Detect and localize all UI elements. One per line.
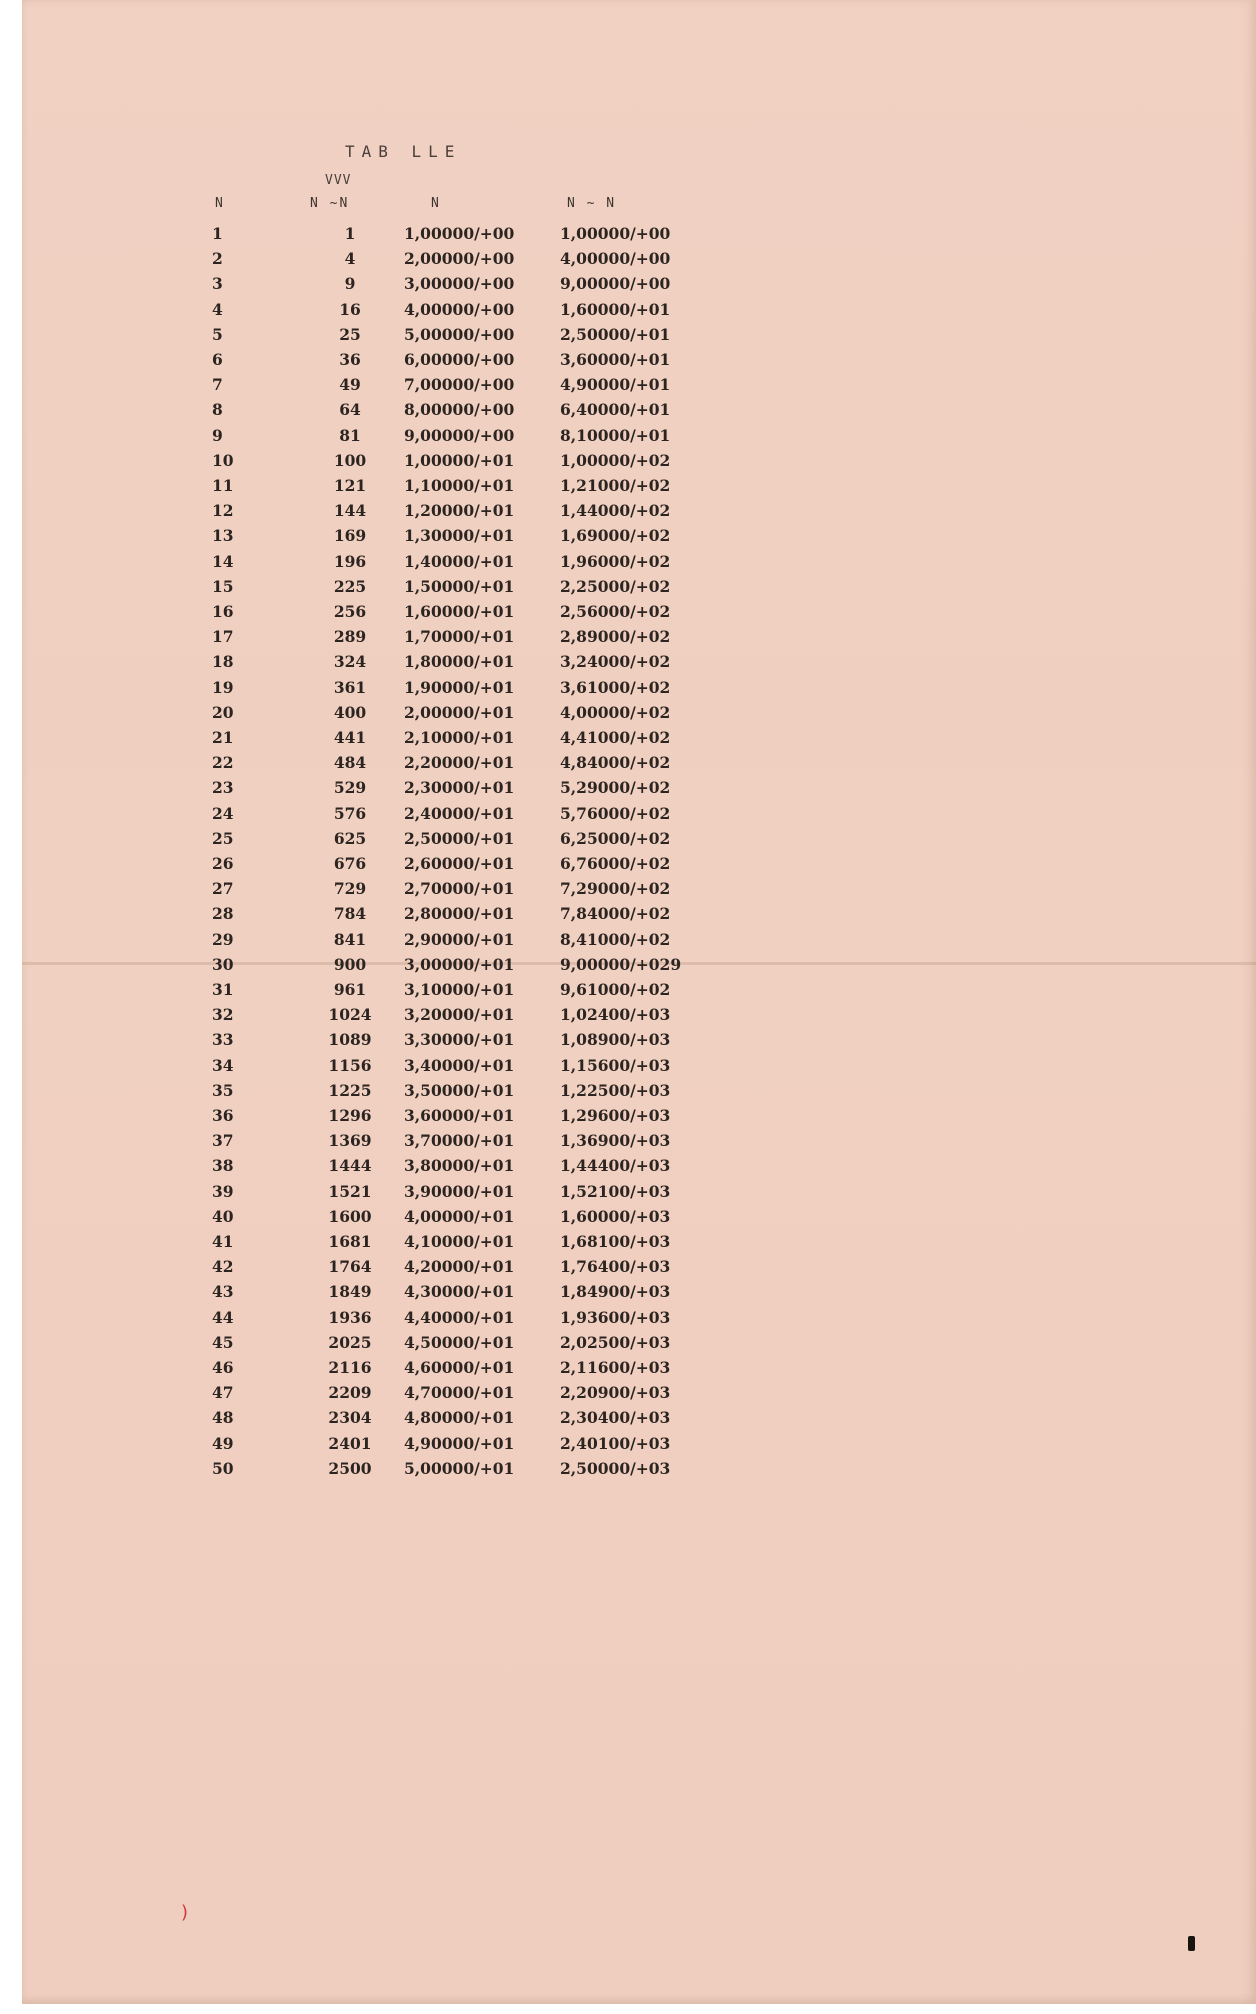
cell-n: 38 [212,1156,234,1176]
cell-square-float: 1,22500/+03 [560,1080,671,1100]
cell-n: 26 [212,854,234,873]
table-row [22,703,1256,728]
cell-square-float: 4,84000/+02 [560,753,671,773]
table-row [22,1182,1256,1207]
cell-square-float: 1,00000/+02 [560,450,671,470]
cell-square-float: 2,89000/+02 [560,627,671,647]
cell-n-float: 3,10000/+01 [404,980,515,999]
table-row [22,501,1256,526]
table-row [22,274,1256,299]
cell-square-float: 4,90000/+01 [560,375,671,395]
table-row [22,1131,1256,1156]
cell-n: 32 [212,1005,234,1025]
cell-n-float: 1,40000/+01 [404,551,515,571]
cell-square: 16 [339,299,361,319]
cell-n: 39 [212,1181,234,1201]
table-row [22,652,1256,677]
cell-n: 35 [212,1080,234,1100]
table-row [22,1333,1256,1358]
cell-square-float: 1,08900/+03 [560,1030,671,1050]
cell-square: 400 [333,702,367,722]
cell-square-float: 1,60000/+01 [560,299,671,319]
cell-square: 144 [333,501,367,521]
cell-n: 6 [212,350,223,369]
cell-n-float: 2,10000/+01 [404,728,515,747]
cell-square: 1089 [328,1030,372,1050]
cell-square-float: 1,76400/+03 [560,1257,671,1277]
table-row [22,1106,1256,1131]
cell-square: 529 [333,778,367,798]
cell-n-float: 2,60000/+01 [404,854,515,873]
cell-square: 25 [339,324,361,344]
cell-square: 289 [333,627,367,647]
cell-square: 1600 [328,1206,372,1226]
cell-n: 5 [212,324,223,344]
cell-n: 23 [212,778,234,798]
cell-n: 22 [212,753,234,773]
cell-n-float: 7,00000/+00 [404,375,515,395]
cell-square-float: 1,21000/+02 [560,476,671,495]
cell-n-float: 4,40000/+01 [404,1307,515,1327]
table-row [22,224,1256,249]
table-row [22,476,1256,501]
cell-square: 49 [339,375,361,395]
cell-n-float: 1,70000/+01 [404,627,515,647]
table-row [22,375,1256,400]
table-row [22,1257,1256,1282]
cell-square: 169 [333,526,367,546]
cell-n: 41 [212,1232,234,1251]
table-row [22,955,1256,980]
cell-square: 256 [333,602,367,621]
cell-square: 2401 [328,1433,372,1453]
cell-n-float: 4,90000/+01 [404,1433,515,1453]
cell-n-float: 3,00000/+01 [404,954,515,974]
cell-square: 1681 [328,1232,372,1251]
cell-square-float: 1,96000/+02 [560,551,671,571]
cell-n: 25 [212,828,234,848]
cell-square-float: 1,02400/+03 [560,1005,671,1025]
cell-square-float: 2,11600/+03 [560,1358,671,1377]
cell-square: 784 [333,904,367,924]
cell-square: 1936 [328,1307,372,1327]
cell-n: 7 [212,375,223,395]
cell-square-float: 7,29000/+02 [560,879,671,899]
cell-n-float: 3,90000/+01 [404,1181,515,1201]
cell-square: 9 [344,274,356,294]
cell-square-float: 2,25000/+02 [560,576,671,596]
cell-n-float: 2,80000/+01 [404,904,515,924]
cell-n-float: 3,80000/+01 [404,1156,515,1176]
cell-n-float: 1,80000/+01 [404,652,515,672]
cell-square: 625 [333,828,367,848]
cell-square-float: 1,69000/+02 [560,526,671,546]
cell-square: 1444 [328,1156,372,1176]
cell-square: 324 [333,652,367,672]
cell-square: 1764 [328,1257,372,1277]
cell-n: 15 [212,576,234,596]
table-subheading: VVV [325,173,352,188]
cell-square-float: 2,40100/+03 [560,1433,671,1453]
cell-n-float: 3,40000/+01 [404,1055,515,1075]
cell-n: 44 [212,1307,234,1327]
cell-n: 37 [212,1131,234,1151]
cell-square-float: 6,40000/+01 [560,400,671,420]
cell-n: 1 [212,224,223,243]
table-row [22,1282,1256,1307]
cell-n-float: 1,00000/+00 [404,224,515,243]
table-row [22,1081,1256,1106]
cell-square: 36 [339,350,361,369]
cell-n-float: 3,50000/+01 [404,1080,515,1100]
cell-square-float: 1,15600/+03 [560,1055,671,1075]
cell-n: 12 [212,501,234,521]
cell-square-float: 1,00000/+00 [560,224,671,243]
cell-n: 14 [212,551,234,571]
cell-n: 49 [212,1433,234,1453]
cell-square-float: 3,24000/+02 [560,652,671,672]
cell-n: 36 [212,1106,234,1125]
cell-square-float: 2,20900/+03 [560,1383,671,1403]
cell-n-float: 6,00000/+00 [404,350,515,369]
table-row [22,1232,1256,1257]
cell-square-float: 9,00000/+029 [560,954,682,974]
cell-n-float: 4,00000/+01 [404,1206,515,1226]
cell-n-float: 4,00000/+00 [404,299,515,319]
table-row [22,904,1256,929]
table-row [22,753,1256,778]
cell-n-float: 2,00000/+01 [404,702,515,722]
table-row [22,879,1256,904]
cell-square: 1296 [328,1106,372,1125]
cell-n: 18 [212,652,234,672]
table-row [22,1308,1256,1333]
cell-n-float: 1,60000/+01 [404,602,515,621]
cell-n-float: 2,50000/+01 [404,828,515,848]
cell-square: 64 [339,400,361,420]
paper-sheet [22,0,1256,2004]
cell-n-float: 3,60000/+01 [404,1106,515,1125]
cell-square: 441 [333,728,367,747]
cell-square-float: 2,50000/+01 [560,324,671,344]
cell-square: 1225 [328,1080,372,1100]
cell-square: 2116 [328,1358,372,1377]
table-row [22,829,1256,854]
table-title: TAB LLE [345,142,462,161]
table-row [22,1207,1256,1232]
cell-square-float: 1,60000/+03 [560,1206,671,1226]
cell-n-float: 4,50000/+01 [404,1332,515,1352]
cell-square: 2500 [328,1458,372,1478]
cell-square-float: 3,61000/+02 [560,677,671,697]
cell-n: 20 [212,702,234,722]
cell-square-float: 4,00000/+00 [560,249,671,269]
cell-n-float: 1,30000/+01 [404,526,515,546]
cell-square: 196 [333,551,367,571]
cell-square: 676 [333,854,367,873]
cell-square-float: 2,30400/+03 [560,1408,671,1428]
cell-square: 100 [333,450,367,470]
cell-n: 45 [212,1332,234,1352]
cell-square-float: 7,84000/+02 [560,904,671,924]
table-row [22,1030,1256,1055]
cell-square-float: 8,10000/+01 [560,425,671,445]
cell-square: 361 [333,677,367,697]
header-square-float: N ~ N [567,196,617,211]
cell-n-float: 1,50000/+01 [404,576,515,596]
cell-n: 16 [212,602,234,621]
table-row [22,728,1256,753]
cell-n: 13 [212,526,234,546]
cell-n-float: 9,00000/+00 [404,425,515,445]
table-row [22,804,1256,829]
cell-n-float: 5,00000/+01 [404,1458,515,1478]
cell-square-float: 2,50000/+03 [560,1458,671,1478]
cell-n: 17 [212,627,234,647]
table-row [22,400,1256,425]
header-n: N [215,196,225,211]
cell-n-float: 3,70000/+01 [404,1131,515,1151]
header-square: N ~N [310,196,350,211]
cell-n: 4 [212,299,223,319]
table-row [22,325,1256,350]
cell-n: 11 [212,476,234,495]
cell-square-float: 1,44400/+03 [560,1156,671,1176]
table-row [22,552,1256,577]
cell-square-float: 5,76000/+02 [560,803,671,823]
table-row [22,1408,1256,1433]
cell-n: 3 [212,274,223,294]
table-row [22,1156,1256,1181]
cell-square: 1 [344,224,356,243]
cell-square-float: 4,41000/+02 [560,728,671,747]
cell-n-float: 4,20000/+01 [404,1257,515,1277]
cell-n-float: 2,00000/+00 [404,249,515,269]
cell-square-float: 3,60000/+01 [560,350,671,369]
header-n-float: N [431,196,441,211]
cell-square-float: 6,76000/+02 [560,854,671,873]
cell-square-float: 1,68100/+03 [560,1232,671,1251]
cell-n: 27 [212,879,234,899]
cell-n: 31 [212,980,234,999]
cell-n-float: 2,90000/+01 [404,929,515,949]
cell-square: 225 [333,576,367,596]
table-row [22,1056,1256,1081]
cell-square-float: 1,36900/+03 [560,1131,671,1151]
cell-n: 46 [212,1358,234,1377]
table-row [22,426,1256,451]
cell-n-float: 2,40000/+01 [404,803,515,823]
cell-square-float: 1,84900/+03 [560,1282,671,1302]
cell-n: 21 [212,728,234,747]
cell-n-float: 1,90000/+01 [404,677,515,697]
cell-square: 81 [339,425,361,445]
cell-square: 900 [333,954,367,974]
cell-n: 24 [212,803,234,823]
cell-n-float: 3,00000/+00 [404,274,515,294]
cell-square-float: 9,00000/+00 [560,274,671,294]
cell-square-float: 1,29600/+03 [560,1106,671,1125]
cell-n: 30 [212,954,234,974]
cell-n: 28 [212,904,234,924]
cell-n: 50 [212,1458,234,1478]
cell-n: 40 [212,1206,234,1226]
cell-square-float: 1,44000/+02 [560,501,671,521]
cell-square-float: 4,00000/+02 [560,702,671,722]
cell-n: 33 [212,1030,234,1050]
cell-n: 48 [212,1408,234,1428]
table-row [22,602,1256,627]
cell-n-float: 4,30000/+01 [404,1282,515,1302]
cell-n-float: 1,00000/+01 [404,450,515,470]
cell-n: 9 [212,425,223,445]
cell-square: 1156 [328,1055,372,1075]
cell-square: 4 [344,249,356,269]
cell-square-float: 1,93600/+03 [560,1307,671,1327]
table-row [22,526,1256,551]
table-row [22,1459,1256,1484]
table-row [22,300,1256,325]
table-row [22,249,1256,274]
cell-n-float: 3,20000/+01 [404,1005,515,1025]
cell-square-float: 2,02500/+03 [560,1332,671,1352]
cell-n-float: 4,70000/+01 [404,1383,515,1403]
cell-n: 43 [212,1282,234,1302]
table-row [22,451,1256,476]
table-row [22,350,1256,375]
cell-square-float: 2,56000/+02 [560,602,671,621]
cell-n-float: 2,20000/+01 [404,753,515,773]
cell-square: 841 [333,929,367,949]
cell-square: 2304 [328,1408,372,1428]
cell-n-float: 3,30000/+01 [404,1030,515,1050]
table-row [22,854,1256,879]
cell-square: 1369 [328,1131,372,1151]
cell-square: 1024 [328,1005,372,1025]
cell-n-float: 2,30000/+01 [404,778,515,798]
table-row [22,778,1256,803]
ink-blot [1188,1936,1195,1951]
cell-n: 42 [212,1257,234,1277]
cell-square: 1849 [328,1282,372,1302]
cell-square: 2025 [328,1332,372,1352]
cell-square: 961 [333,980,367,999]
cell-n-float: 8,00000/+00 [404,400,515,420]
table-row [22,930,1256,955]
table-row [22,627,1256,652]
cell-n: 2 [212,249,223,269]
table-row [22,1005,1256,1030]
table-row [22,1383,1256,1408]
cell-square: 2209 [328,1383,372,1403]
cell-square-float: 8,41000/+02 [560,929,671,949]
cell-square: 121 [333,476,367,495]
table-row [22,1358,1256,1383]
cell-square-float: 6,25000/+02 [560,828,671,848]
cell-n-float: 4,60000/+01 [404,1358,515,1377]
cell-n-float: 2,70000/+01 [404,879,515,899]
cell-square: 729 [333,879,367,899]
cell-n-float: 5,00000/+00 [404,324,515,344]
cell-n-float: 4,10000/+01 [404,1232,515,1251]
margin-mark: ) [181,1902,189,1923]
cell-n: 47 [212,1383,234,1403]
cell-square-float: 5,29000/+02 [560,778,671,798]
cell-square: 1521 [328,1181,372,1201]
cell-n: 10 [212,450,234,470]
cell-n-float: 1,10000/+01 [404,476,515,495]
cell-square: 484 [333,753,367,773]
cell-n-float: 1,20000/+01 [404,501,515,521]
cell-square-float: 9,61000/+02 [560,980,671,999]
cell-n: 19 [212,677,234,697]
table-row [22,678,1256,703]
table-row [22,577,1256,602]
cell-n-float: 4,80000/+01 [404,1408,515,1428]
table-row [22,1434,1256,1459]
cell-n: 29 [212,929,234,949]
cell-n: 8 [212,400,223,420]
cell-square-float: 1,52100/+03 [560,1181,671,1201]
cell-n: 34 [212,1055,234,1075]
cell-square: 576 [333,803,367,823]
table-row [22,980,1256,1005]
